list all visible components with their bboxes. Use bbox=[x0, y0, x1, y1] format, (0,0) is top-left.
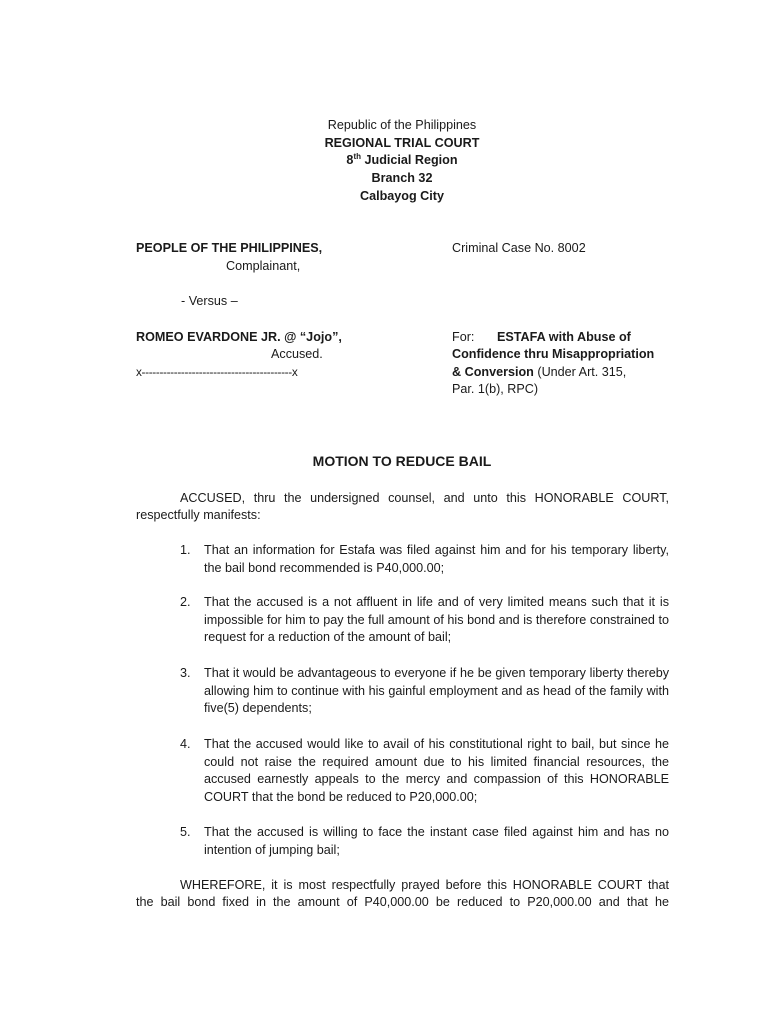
for-label: For: bbox=[452, 330, 475, 344]
item-text: That it would be advantageous to everyone if he be given temporary liberty thereby allowing him to continue with his gainful employment and as head of the family with five(5) dependents; bbox=[204, 666, 669, 716]
region-text: Judicial Region bbox=[361, 153, 458, 167]
accused-name: ROMEO EVARDONE JR. @ “Jojo”, bbox=[136, 330, 342, 344]
item-number: 4. bbox=[180, 737, 191, 751]
offense-line-3 bbox=[452, 364, 626, 382]
intro-line-2: respectfully manifests: bbox=[136, 508, 261, 522]
offense-line-3-rest: (Under Art. 315, bbox=[533, 365, 627, 379]
wherefore-line-2: the bail bond fixed in the amount of P40,000.00 be reduced to P20,000.00 and that he bbox=[136, 895, 669, 909]
region-ordinal: th bbox=[353, 151, 361, 161]
item-text: That the accused is a not affluent in life and of very limited means such that it is impossible for him to pay the full amount of his bond and is therefore constrained to request for a reduction of the amount of bail; bbox=[204, 595, 669, 645]
item-text: That the accused would like to avail of his constitutional right to bail, but since he could not raise the required amount due to his limited financial resources, the accused earnestly appeals to the mercy and compassion of this HONORABLE COURT that the bond be reduced to P20,000.00; bbox=[204, 737, 669, 804]
item-number: 5. bbox=[180, 825, 191, 839]
case-number: Criminal Case No. 8002 bbox=[452, 241, 586, 255]
item-number: 2. bbox=[180, 595, 191, 609]
offense-line-1: ESTAFA with Abuse of bbox=[497, 330, 631, 344]
header-court: REGIONAL TRIAL COURT bbox=[324, 136, 480, 150]
intro-line-1: ACCUSED, thru the undersigned counsel, and unto this HONORABLE COURT, bbox=[180, 491, 669, 505]
item-text: That the accused is willing to face the instant case filed against him and has no intention of jumping bail; bbox=[204, 825, 669, 857]
caption-separator: x------------------------------------------x bbox=[136, 365, 298, 379]
plaintiff-name: PEOPLE OF THE PHILIPPINES, bbox=[136, 241, 323, 255]
plaintiff-role: Complainant, bbox=[226, 259, 301, 273]
region-number: 8 bbox=[346, 153, 354, 167]
header-branch: Branch 32 bbox=[371, 171, 433, 185]
wherefore-line-1: WHEREFORE, it is most respectfully prayed before this HONORABLE COURT that bbox=[180, 878, 669, 892]
offense-line-3-bold: & Conversion bbox=[452, 365, 534, 379]
offense-line-2: Confidence thru Misappropriation bbox=[452, 347, 655, 361]
header-region bbox=[0, 152, 768, 170]
item-text: That an information for Estafa was filed against him and for his temporary liberty, the bail bond recommended is P40,000.00; bbox=[204, 543, 669, 575]
offense-line-4: Par. 1(b), RPC) bbox=[452, 382, 539, 396]
item-number: 3. bbox=[180, 666, 191, 680]
versus-label: - Versus – bbox=[181, 294, 238, 308]
accused-role: Accused. bbox=[271, 347, 323, 361]
header-republic: Republic of the Philippines bbox=[327, 118, 477, 132]
header-city: Calbayog City bbox=[360, 189, 444, 203]
motion-title: MOTION TO REDUCE BAIL bbox=[312, 453, 492, 469]
item-number: 1. bbox=[180, 543, 191, 557]
